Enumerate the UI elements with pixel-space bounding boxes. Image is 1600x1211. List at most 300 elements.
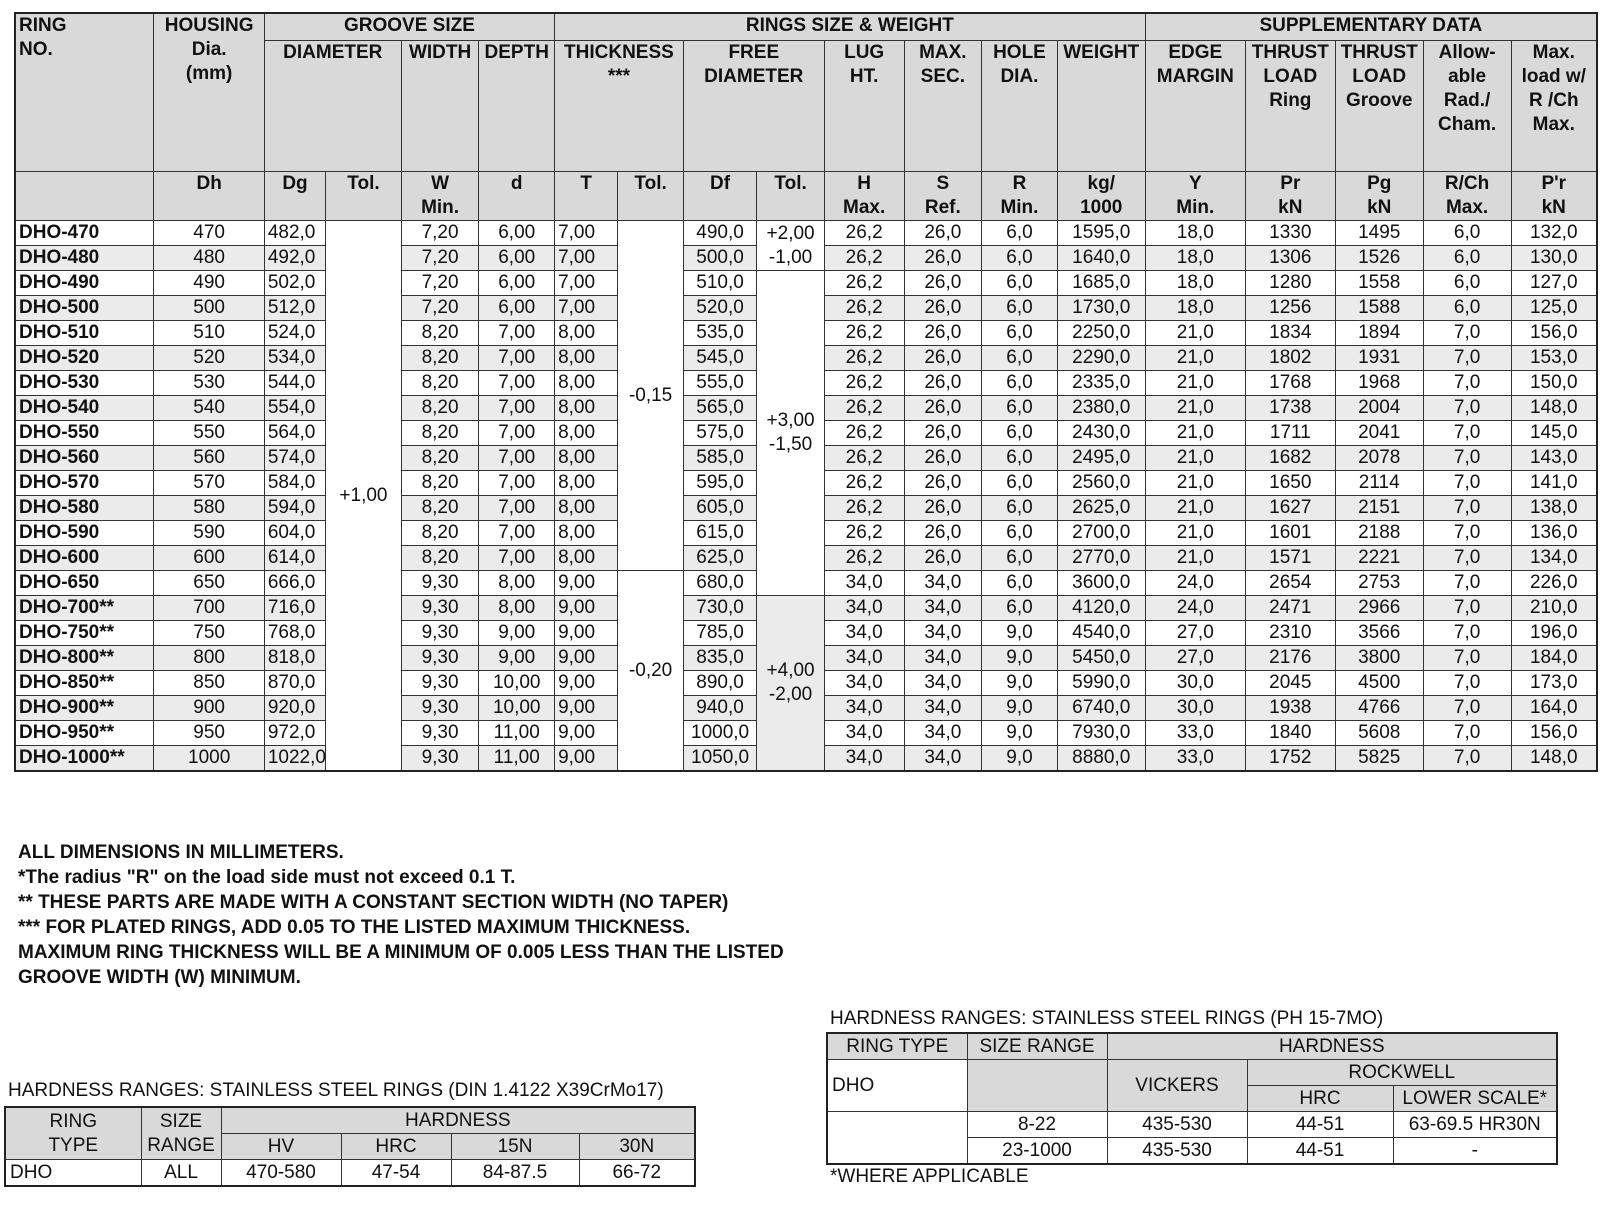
table-cell: 850: [154, 671, 264, 696]
ph-hrc: 44-51: [1247, 1138, 1393, 1165]
table-cell: 125,0: [1511, 296, 1597, 321]
table-cell: 9,00: [479, 621, 555, 646]
symbol-header: Tol.: [618, 172, 683, 221]
table-cell: 8,00: [555, 321, 618, 346]
free-dia-tolerance: +4,00 -2,00: [757, 596, 824, 772]
table-cell: 8,20: [401, 446, 479, 471]
table-cell: 6,0: [982, 296, 1058, 321]
table-cell: 6,0: [982, 546, 1058, 571]
table-cell: 30,0: [1145, 671, 1245, 696]
table-cell: 8,00: [555, 346, 618, 371]
table-cell: 6,0: [982, 346, 1058, 371]
header-diameter: DIAMETER: [264, 41, 401, 172]
table-cell: 1938: [1245, 696, 1335, 721]
table-cell: 21,0: [1145, 346, 1245, 371]
header-supplementary: SUPPLEMENTARY DATA: [1145, 13, 1597, 41]
table-cell: 480: [154, 246, 264, 271]
table-cell: 9,00: [555, 696, 618, 721]
table-cell: 890,0: [683, 671, 757, 696]
din-hv: 470-580: [221, 1160, 341, 1187]
table-cell: 3566: [1335, 621, 1423, 646]
table-cell: 7,0: [1423, 646, 1511, 671]
table-cell: 130,0: [1511, 246, 1597, 271]
table-cell: 26,0: [904, 471, 982, 496]
table-cell: 26,0: [904, 396, 982, 421]
table-cell: 1834: [1245, 321, 1335, 346]
table-cell: 26,0: [904, 271, 982, 296]
table-cell: 26,0: [904, 346, 982, 371]
table-cell: DHO-750**: [15, 621, 154, 646]
table-row: [15, 221, 1597, 246]
table-cell: 490,0: [683, 221, 757, 246]
table-cell: 34,0: [824, 621, 904, 646]
table-cell: 595,0: [683, 471, 757, 496]
table-cell: 7,00: [479, 546, 555, 571]
table-cell: 26,2: [824, 296, 904, 321]
table-cell: 34,0: [824, 596, 904, 621]
table-cell: DHO-650: [15, 571, 154, 596]
table-cell: 9,0: [982, 721, 1058, 746]
table-cell: 26,2: [824, 521, 904, 546]
table-cell: 1256: [1245, 296, 1335, 321]
table-cell: 7,0: [1423, 671, 1511, 696]
table-cell: 8,00: [555, 396, 618, 421]
table-cell: 8,00: [555, 446, 618, 471]
table-cell: 1627: [1245, 496, 1335, 521]
table-cell: 6,0: [982, 521, 1058, 546]
ph-row: [827, 1112, 1557, 1138]
table-cell: 156,0: [1511, 721, 1597, 746]
table-cell: 680,0: [683, 571, 757, 596]
table-cell: 26,2: [824, 321, 904, 346]
table-cell: 8,00: [555, 421, 618, 446]
table-cell: 2560,0: [1057, 471, 1145, 496]
table-cell: 8,20: [401, 546, 479, 571]
table-cell: 604,0: [264, 521, 325, 546]
table-cell: 184,0: [1511, 646, 1597, 671]
table-cell: 530: [154, 371, 264, 396]
header-width: WIDTH: [401, 41, 479, 172]
table-cell: 9,00: [555, 571, 618, 596]
table-cell: 8,00: [555, 521, 618, 546]
din-col-30n: 30N: [579, 1134, 695, 1160]
table-cell: 615,0: [683, 521, 757, 546]
table-cell: 21,0: [1145, 421, 1245, 446]
table-cell: DHO-530: [15, 371, 154, 396]
table-cell: 24,0: [1145, 596, 1245, 621]
header-thickness: THICKNESS ***: [555, 41, 684, 172]
table-cell: 1685,0: [1057, 271, 1145, 296]
table-cell: 6,0: [982, 471, 1058, 496]
table-cell: 785,0: [683, 621, 757, 646]
notes: [18, 840, 784, 990]
symbol-header: Y Min.: [1145, 172, 1245, 221]
table-cell: 2310: [1245, 621, 1335, 646]
table-cell: 7,0: [1423, 621, 1511, 646]
table-cell: 145,0: [1511, 421, 1597, 446]
table-cell: 6,0: [982, 321, 1058, 346]
table-cell: 768,0: [264, 621, 325, 646]
din-type: DHO: [5, 1160, 141, 1187]
ph-size-range-header: SIZE RANGE: [967, 1033, 1107, 1060]
table-cell: 34,0: [904, 671, 982, 696]
table-cell: 2335,0: [1057, 371, 1145, 396]
note-line: *** FOR PLATED RINGS, ADD 0.05 TO THE LISTED MAXIMUM THICKNESS.: [18, 917, 691, 938]
table-cell: 26,0: [904, 321, 982, 346]
ph-size: 8-22: [967, 1112, 1107, 1138]
table-cell: 1330: [1245, 221, 1335, 246]
table-cell: 554,0: [264, 396, 325, 421]
table-cell: 1495: [1335, 221, 1423, 246]
table-cell: 2495,0: [1057, 446, 1145, 471]
table-cell: 835,0: [683, 646, 757, 671]
table-cell: 1050,0: [683, 746, 757, 772]
table-cell: 9,00: [555, 621, 618, 646]
table-cell: 8,20: [401, 346, 479, 371]
ring-spec-table: [14, 12, 1598, 772]
table-cell: 196,0: [1511, 621, 1597, 646]
table-cell: 1640,0: [1057, 246, 1145, 271]
table-cell: 9,30: [401, 721, 479, 746]
table-cell: 8,20: [401, 521, 479, 546]
table-cell: 26,0: [904, 496, 982, 521]
din-col-15n: 15N: [451, 1134, 579, 1160]
table-cell: 34,0: [904, 746, 982, 772]
table-cell: 502,0: [264, 271, 325, 296]
table-cell: 2430,0: [1057, 421, 1145, 446]
table-cell: 7,0: [1423, 521, 1511, 546]
table-cell: 570: [154, 471, 264, 496]
table-cell: 550: [154, 421, 264, 446]
table-cell: 33,0: [1145, 721, 1245, 746]
table-cell: 2380,0: [1057, 396, 1145, 421]
table-cell: 1711: [1245, 421, 1335, 446]
table-cell: 26,0: [904, 521, 982, 546]
table-cell: 818,0: [264, 646, 325, 671]
table-cell: 6,00: [479, 246, 555, 271]
table-cell: 6,00: [479, 296, 555, 321]
table-cell: 134,0: [1511, 546, 1597, 571]
symbol-header: Pr kN: [1245, 172, 1335, 221]
din-size-range-header: SIZE RANGE: [141, 1107, 221, 1160]
table-cell: 33,0: [1145, 746, 1245, 772]
symbol-header: T: [555, 172, 618, 221]
symbol-header: H Max.: [824, 172, 904, 221]
table-cell: 21,0: [1145, 471, 1245, 496]
table-cell: 7,00: [479, 396, 555, 421]
header-lug-ht: LUG HT.: [824, 41, 904, 172]
table-cell: 2250,0: [1057, 321, 1145, 346]
table-cell: 1802: [1245, 346, 1335, 371]
table-cell: DHO-540: [15, 396, 154, 421]
table-cell: 21,0: [1145, 321, 1245, 346]
table-cell: 9,00: [555, 721, 618, 746]
ph-lower-scale-header: LOWER SCALE*: [1393, 1086, 1557, 1112]
table-cell: 34,0: [904, 571, 982, 596]
table-cell: 7,00: [555, 221, 618, 246]
note-line: MAXIMUM RING THICKNESS WILL BE A MINIMUM OF 0.005 LESS THAN THE LISTED: [18, 942, 784, 963]
table-cell: 9,30: [401, 571, 479, 596]
table-cell: 7,20: [401, 221, 479, 246]
table-cell: 716,0: [264, 596, 325, 621]
table-cell: 5608: [1335, 721, 1423, 746]
table-cell: 138,0: [1511, 496, 1597, 521]
table-cell: 6,0: [1423, 246, 1511, 271]
table-cell: 1280: [1245, 271, 1335, 296]
table-cell: 26,0: [904, 246, 982, 271]
table-cell: 26,0: [904, 446, 982, 471]
table-cell: 30,0: [1145, 696, 1245, 721]
table-cell: DHO-590: [15, 521, 154, 546]
table-cell: 2700,0: [1057, 521, 1145, 546]
table-cell: 148,0: [1511, 746, 1597, 772]
table-cell: 9,30: [401, 621, 479, 646]
header-allowable: Allow- able Rad./ Cham.: [1423, 41, 1511, 172]
table-cell: 6,0: [982, 246, 1058, 271]
note-line: *The radius "R" on the load side must not exceed 0.1 T.: [18, 867, 516, 888]
hardness-ph-title: HARDNESS RANGES: STAINLESS STEEL RINGS (PH 15-7MO): [830, 1008, 1384, 1029]
table-cell: 8,00: [479, 596, 555, 621]
table-cell: 900: [154, 696, 264, 721]
ring-rows: [15, 221, 1597, 772]
table-cell: 4766: [1335, 696, 1423, 721]
table-cell: 18,0: [1145, 221, 1245, 246]
table-cell: 605,0: [683, 496, 757, 521]
table-cell: 26,2: [824, 446, 904, 471]
table-cell: 6,00: [479, 271, 555, 296]
thickness-tolerance: -0,20: [618, 571, 683, 772]
table-cell: 7,0: [1423, 746, 1511, 772]
table-cell: 650: [154, 571, 264, 596]
table-cell: 34,0: [904, 721, 982, 746]
table-cell: 8880,0: [1057, 746, 1145, 772]
note-line: ** THESE PARTS ARE MADE WITH A CONSTANT SECTION WIDTH (NO TAPER): [18, 892, 729, 913]
ph-type-blank: [827, 1112, 967, 1165]
table-cell: 7,00: [479, 421, 555, 446]
table-cell: 6740,0: [1057, 696, 1145, 721]
symbol-header: Dh: [154, 172, 264, 221]
table-cell: DHO-600: [15, 546, 154, 571]
table-cell: 26,2: [824, 471, 904, 496]
table-cell: DHO-560: [15, 446, 154, 471]
table-cell: 34,0: [824, 671, 904, 696]
table-cell: DHO-520: [15, 346, 154, 371]
table-cell: 9,00: [555, 646, 618, 671]
symbol-header: Tol.: [326, 172, 402, 221]
table-cell: 9,00: [555, 596, 618, 621]
table-cell: 940,0: [683, 696, 757, 721]
symbol-header: R/Ch Max.: [1423, 172, 1511, 221]
header-max-sec: MAX. SEC.: [904, 41, 982, 172]
symbol-blank: [15, 172, 154, 221]
ph-hrc-header: HRC: [1247, 1086, 1393, 1112]
hardness-ph-footnote: *WHERE APPLICABLE: [830, 1166, 1029, 1187]
table-cell: 1738: [1245, 396, 1335, 421]
table-cell: 2045: [1245, 671, 1335, 696]
table-cell: 2654: [1245, 571, 1335, 596]
table-cell: 7,00: [479, 346, 555, 371]
table-cell: 148,0: [1511, 396, 1597, 421]
table-cell: 7,00: [479, 321, 555, 346]
table-cell: 5990,0: [1057, 671, 1145, 696]
table-cell: 2041: [1335, 421, 1423, 446]
symbol-header: Pg kN: [1335, 172, 1423, 221]
table-cell: 21,0: [1145, 546, 1245, 571]
groove-dia-tolerance: +1,00: [326, 221, 402, 772]
table-cell: 544,0: [264, 371, 325, 396]
table-cell: 564,0: [264, 421, 325, 446]
ph-ring-type: DHO: [827, 1060, 967, 1112]
hardness-din-table: [4, 1106, 696, 1187]
table-cell: 580: [154, 496, 264, 521]
table-cell: 26,2: [824, 396, 904, 421]
table-cell: 6,0: [982, 371, 1058, 396]
table-cell: 7,00: [555, 271, 618, 296]
header-ring-no: RING NO.: [15, 13, 154, 172]
free-dia-tolerance: +3,00 -1,50: [757, 271, 824, 596]
table-cell: 1588: [1335, 296, 1423, 321]
note-line: ALL DIMENSIONS IN MILLIMETERS.: [18, 842, 344, 863]
table-cell: 21,0: [1145, 396, 1245, 421]
table-cell: 9,00: [555, 671, 618, 696]
table-cell: DHO-950**: [15, 721, 154, 746]
table-cell: 6,0: [982, 221, 1058, 246]
table-cell: 34,0: [904, 646, 982, 671]
table-cell: 512,0: [264, 296, 325, 321]
table-cell: 750: [154, 621, 264, 646]
symbol-header: d: [479, 172, 555, 221]
table-cell: DHO-510: [15, 321, 154, 346]
table-cell: 565,0: [683, 396, 757, 421]
table-cell: 2078: [1335, 446, 1423, 471]
hardness-ph-table: [826, 1032, 1558, 1165]
table-cell: 26,2: [824, 496, 904, 521]
table-cell: 666,0: [264, 571, 325, 596]
table-cell: 27,0: [1145, 646, 1245, 671]
table-cell: 574,0: [264, 446, 325, 471]
table-cell: 8,00: [479, 571, 555, 596]
table-cell: 9,0: [982, 621, 1058, 646]
table-cell: 1682: [1245, 446, 1335, 471]
table-cell: 127,0: [1511, 271, 1597, 296]
table-cell: 34,0: [904, 596, 982, 621]
table-cell: 8,20: [401, 471, 479, 496]
table-cell: 6,0: [982, 596, 1058, 621]
table-cell: 226,0: [1511, 571, 1597, 596]
table-cell: 6,0: [1423, 221, 1511, 246]
table-cell: 500,0: [683, 246, 757, 271]
table-cell: 470: [154, 221, 264, 246]
table-cell: 26,2: [824, 221, 904, 246]
table-cell: 26,0: [904, 221, 982, 246]
table-cell: DHO-700**: [15, 596, 154, 621]
table-cell: 8,00: [555, 471, 618, 496]
table-cell: DHO-550: [15, 421, 154, 446]
table-cell: 4500: [1335, 671, 1423, 696]
table-cell: DHO-570: [15, 471, 154, 496]
table-cell: 26,0: [904, 371, 982, 396]
table-cell: 34,0: [824, 746, 904, 772]
table-cell: DHO-900**: [15, 696, 154, 721]
table-cell: 6,00: [479, 221, 555, 246]
table-cell: 1968: [1335, 371, 1423, 396]
table-cell: 7,20: [401, 271, 479, 296]
table-cell: 534,0: [264, 346, 325, 371]
symbol-row: [15, 172, 1597, 221]
table-cell: 9,30: [401, 671, 479, 696]
ph-vickers: 435-530: [1107, 1138, 1247, 1165]
table-cell: 614,0: [264, 546, 325, 571]
table-cell: 1558: [1335, 271, 1423, 296]
table-cell: 555,0: [683, 371, 757, 396]
table-cell: 164,0: [1511, 696, 1597, 721]
table-cell: 2625,0: [1057, 496, 1145, 521]
header-rings-size-weight: RINGS SIZE & WEIGHT: [555, 13, 1146, 41]
header-weight: WEIGHT: [1057, 41, 1145, 172]
table-cell: 584,0: [264, 471, 325, 496]
table-cell: 9,0: [982, 671, 1058, 696]
table-cell: 6,0: [982, 396, 1058, 421]
table-cell: 1931: [1335, 346, 1423, 371]
table-cell: 7,0: [1423, 696, 1511, 721]
table-cell: 153,0: [1511, 346, 1597, 371]
table-cell: 7,00: [479, 521, 555, 546]
table-cell: 27,0: [1145, 621, 1245, 646]
table-cell: 8,00: [555, 546, 618, 571]
table-cell: 9,30: [401, 696, 479, 721]
table-cell: 1000: [154, 746, 264, 772]
ph-ring-type-header: RING TYPE: [827, 1033, 967, 1060]
table-cell: 18,0: [1145, 246, 1245, 271]
table-cell: 7,00: [479, 371, 555, 396]
table-cell: 11,00: [479, 721, 555, 746]
table-cell: 136,0: [1511, 521, 1597, 546]
table-cell: 9,0: [982, 646, 1058, 671]
table-cell: 18,0: [1145, 271, 1245, 296]
table-cell: 1768: [1245, 371, 1335, 396]
table-cell: 2753: [1335, 571, 1423, 596]
header-housing: HOUSING Dia. (mm): [154, 13, 264, 172]
table-cell: 7,0: [1423, 596, 1511, 621]
table-cell: 6,0: [982, 271, 1058, 296]
table-cell: 600: [154, 546, 264, 571]
table-cell: 26,2: [824, 546, 904, 571]
table-cell: 11,00: [479, 746, 555, 772]
table-cell: 575,0: [683, 421, 757, 446]
ph-hrc: 44-51: [1247, 1112, 1393, 1138]
ph-size: 23-1000: [967, 1138, 1107, 1165]
thickness-tolerance: -0,15: [618, 221, 683, 571]
table-cell: 2176: [1245, 646, 1335, 671]
din-col-hrc: HRC: [341, 1134, 451, 1160]
din-30n: 66-72: [579, 1160, 695, 1187]
symbol-header: S Ref.: [904, 172, 982, 221]
table-cell: 625,0: [683, 546, 757, 571]
table-cell: 7930,0: [1057, 721, 1145, 746]
table-cell: 9,30: [401, 746, 479, 772]
table-cell: 7,0: [1423, 421, 1511, 446]
table-cell: 510: [154, 321, 264, 346]
table-cell: 6,0: [1423, 296, 1511, 321]
table-cell: 2188: [1335, 521, 1423, 546]
table-cell: 7,0: [1423, 321, 1511, 346]
table-cell: 590: [154, 521, 264, 546]
header-edge-margin: EDGE MARGIN: [1145, 41, 1245, 172]
ph-lower: -: [1393, 1138, 1557, 1165]
din-size: ALL: [141, 1160, 221, 1187]
table-cell: 545,0: [683, 346, 757, 371]
table-cell: 21,0: [1145, 371, 1245, 396]
